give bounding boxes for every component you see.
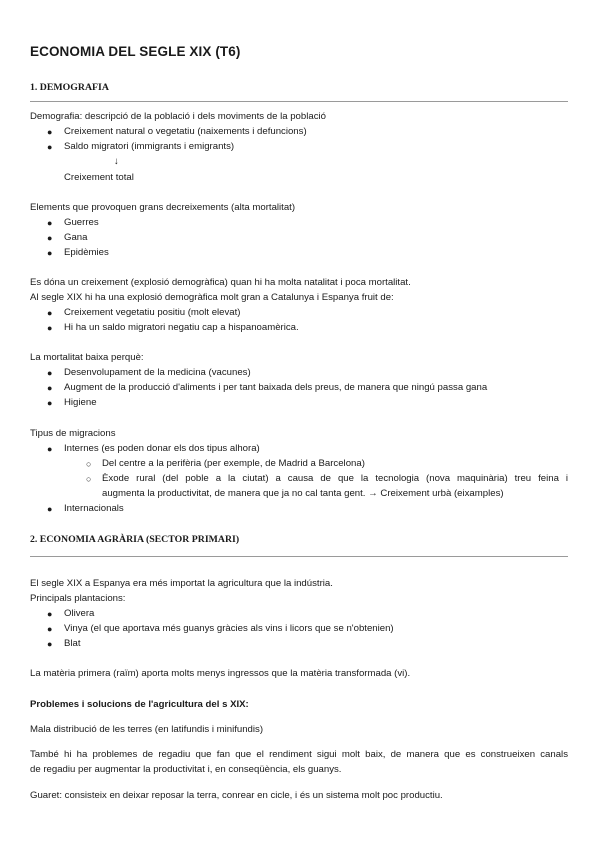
bullet-icon: ● [47,609,53,619]
list-item: Creixement vegetatiu positiu (molt elevat) [64,307,241,318]
sub-bullet-icon: ○ [86,474,92,484]
bullet-icon: ● [47,383,53,393]
arrow-down-icon: ↓ [114,156,119,167]
regadiu-paragraph-line-2: de regadiu per augmentar la productivitat i, en conseqüència, els guanys. [30,764,342,775]
section-heading-economia-agraria: 2. ECONOMIA AGRÀRIA (SECTOR PRIMARI) [30,534,240,545]
guaret-paragraph: Guaret: consisteix en deixar reposar la terra, conrear en cicle, i és un sistema molt poc productiu. [30,790,443,801]
problemes-subheading: Problemes i solucions de l'agricultura del s XIX: [30,699,249,710]
sub-list-item: Del centre a la perifèria (per exemple, de Madrid a Barcelona) [102,458,365,469]
section-heading-demografia: 1. DEMOGRAFIA [30,82,109,93]
list-item: Higiene [64,397,97,408]
bullet-icon: ● [47,624,53,634]
boom-paragraph-2: Al segle XIX hi ha una explosió demogràfica molt gran a Catalunya i Espanya fruit de: [30,292,394,303]
sub-list-item-continuation: augmenta la productivitat, de manera que ja no cal tanta gent. → Creixement urbà (eixamples) [102,488,504,499]
distribucio-paragraph: Mala distribució de les terres (en latifundis i minifundis) [30,724,264,735]
bullet-icon: ● [47,142,53,152]
sub-bullet-icon: ○ [86,459,92,469]
agraria-paragraph-1: El segle XIX a Espanya era més importat la agricultura que la indústria. [30,578,333,589]
list-item: Desenvolupament de la medicina (vacunes) [64,367,251,378]
list-item: Blat [64,638,81,649]
list-item: Epidèmies [64,247,109,258]
plantacions-intro: Principals plantacions: [30,593,126,604]
bullet-icon: ● [47,233,53,243]
causes-intro: Elements que provoquen grans decreixements (alta mortalitat) [30,202,296,213]
boom-paragraph-1: Es dóna un creixement (explosió demogràfica) quan hi ha molta natalitat i poca mortalitat. [30,277,411,288]
sub-list-item: Èxode rural (del poble a la ciutat) a causa de que la tecnologia (nova maquinària) treu feina i [102,473,568,484]
list-item: Saldo migratori (immigrants i emigrants) [64,141,235,152]
section-divider [30,556,568,557]
list-item: Gana [64,232,88,243]
list-item: Internacionals [64,503,124,514]
list-item: Olivera [64,608,95,619]
bullet-icon: ● [47,218,53,228]
bullet-icon: ● [47,248,53,258]
list-item: Guerres [64,217,99,228]
bullet-icon: ● [47,323,53,333]
list-item: Vinya (el que aportava més guanys gràcies als vins i licors que se n'obtenien) [64,623,394,634]
list-item: Hi ha un saldo migratori negatiu cap a hispanoamèrica. [64,322,299,333]
demografia-definition: Demografia: descripció de la població i dels moviments de la població [30,111,326,122]
list-item: Augment de la producció d'aliments i per tant baixada dels preus, de manera que ningú passa gana [64,382,488,393]
list-item: Internes (es poden donar els dos tipus alhora) [64,443,260,454]
bullet-icon: ● [47,308,53,318]
bullet-icon: ● [47,444,53,454]
bullet-icon: ● [47,127,53,137]
list-item: Creixement natural o vegetatiu (naixements i defuncions) [64,126,307,137]
regadiu-paragraph-line-1: També hi ha problemes de regadiu que fan que el rendiment sigui molt baix, de manera que es construeixen canals [30,749,568,760]
bullet-icon: ● [47,368,53,378]
bullet-icon: ● [47,398,53,408]
migracions-intro: Tipus de migracions [30,428,116,439]
section-divider [30,101,568,102]
bullet-icon: ● [47,504,53,514]
document-title: ECONOMIA DEL SEGLE XIX (T6) [30,44,241,59]
creixement-total: Creixement total [64,172,134,183]
materia-paragraph: La matèria primera (raïm) aporta molts menys ingressos que la matèria transformada (vi). [30,668,411,679]
bullet-icon: ● [47,639,53,649]
mortalitat-intro: La mortalitat baixa perquè: [30,352,144,363]
